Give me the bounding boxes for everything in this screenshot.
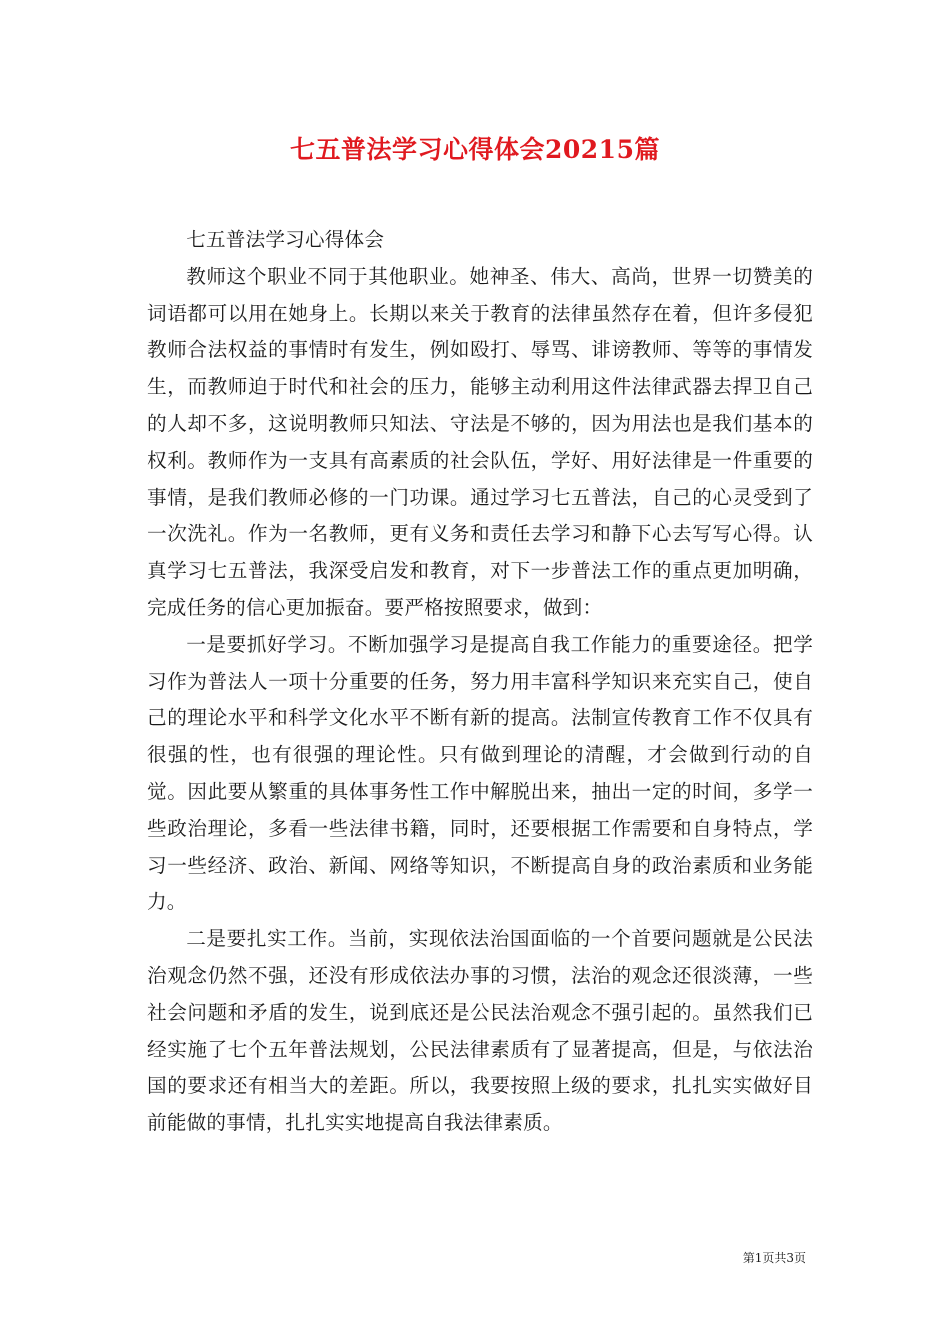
page-title: 七五普法学习心得体会20215篇 <box>290 135 660 164</box>
body-paragraph-2: 一是要抓好学习。不断加强学习是提高自我工作能力的重要途径。把学习作为普法人一项十分重要的任务，努力用丰富科学知识来充实自己，使自己的理论水平和科学文化水平不断有新的提高。法制宣传教育工作不仅具有很强的性，也有很强的理论性。只有做到理论的清醒，才会做到行动的自觉。因此要从繁重的具体事务性工作中解脱出来，抽出一定的时间，多学一些政治理论，多看一些法律书籍，同时，还要根据工作需要和自身特点，学习一些经济、政治、新闻、网络等知识，不断提高自身的政治素质和业务能力。 <box>147 632 813 914</box>
section-subtitle: 七五普法学习心得体会 <box>186 228 385 251</box>
page-number: 第1页共3页 <box>742 1251 806 1265</box>
document-body <box>147 222 813 1142</box>
body-paragraph-1: 教师这个职业不同于其他职业。她神圣、伟大、高尚，世界一切赞美的词语都可以用在她身上。长期以来关于教育的法律虽然存在着，但许多侵犯教师合法权益的事情时有发生，例如殴打、辱骂、诽谤教师、等等的事情发生，而教师迫于时代和社会的压力，能够主动利用这件法律武器去捍卫自己的人却不多，这说明教师只知法、守法是不够的，因为用法也是我们基本的权利。教师作为一支具有高素质的社会队伍，学好、用好法律是一件重要的事情，是我们教师必修的一门功课。通过学习七五普法，自己的心灵受到了一次洗礼。作为一名教师，更有义务和责任去学习和静下心去写写心得。认真学习七五普法，我深受启发和教育，对下一步普法工作的重点更加明确，完成任务的信心更加振奋。要严格按照要求，做到： <box>147 264 813 619</box>
body-paragraph-3: 二是要扎实工作。当前，实现依法治国面临的一个首要问题就是公民法治观念仍然不强，还没有形成依法办事的习惯，法治的观念还很淡薄，一些社会问题和矛盾的发生，说到底还是公民法治观念不强引起的。虽然我们已经实施了七个五年普法规划，公民法律素质有了显著提高，但是，与依法治国的要求还有相当大的差距。所以，我要按照上级的要求，扎扎实实做好目前能做的事情，扎扎实实地提高自我法律素质。 <box>147 927 813 1135</box>
